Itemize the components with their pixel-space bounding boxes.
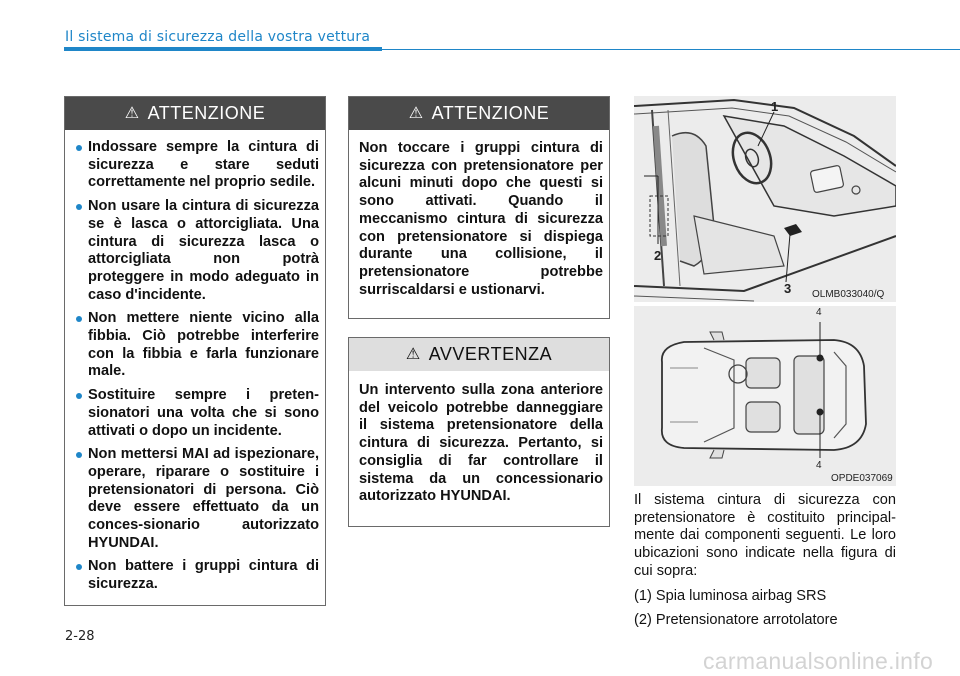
warning-box-middle-header — [349, 97, 609, 130]
warning-left-list — [75, 139, 319, 594]
body-item-2: (2) Pretensionatore arrotolatore — [634, 612, 838, 629]
figure-car-interior — [634, 96, 896, 302]
notice-box-middle — [348, 337, 610, 527]
notice-box-header — [349, 338, 609, 371]
callout-4-top: 4 — [816, 307, 822, 318]
warning-box-left-header — [65, 97, 325, 130]
list-item: Non usare la cintura di sicurezza se è lasca o attorcigliata. Una cintura di sicurezza lasca o attorcigliata non potrà proteggere in modo adeguato in caso d'incidente. — [75, 198, 319, 304]
list-item: Non mettere niente vicino alla fibbia. Ciò potrebbe interferire con la fibbia e farla funzionare male. — [75, 310, 319, 381]
page-number: 2-28 — [65, 629, 95, 644]
warning-triangle-icon: ⚠ — [124, 104, 140, 122]
notice-box-body: Un intervento sulla zona anteriore del veicolo potrebbe danneggiare il sistema pretensionatore della cintura di sicurezza. Pertanto, si consiglia di far controllare il sistema da un concessionario autorizzato HYUNDAI. — [359, 382, 603, 505]
callout-1: 1 — [771, 99, 779, 114]
figure-car-top-view — [634, 306, 896, 486]
warning-box-middle-body: Non toccare i gruppi cintura di sicurezza con pretensionatore per alcuni minuti dopo che questi si sono attivati. Quando il meccanismo cintura di sicurezza con pretensionatore si dispiega durante una collisione, il pretensionatore potrebbe surriscaldarsi e ustionarvi. — [359, 140, 603, 298]
body-item-1: (1) Spia luminosa airbag SRS — [634, 587, 827, 604]
list-item: Sostituire sempre i preten-sionatori una volta che si sono attivati o dopo un incidente. — [75, 387, 319, 440]
warning-box-middle-title: ATTENZIONE — [431, 103, 550, 123]
header-rule-thick — [64, 47, 382, 51]
watermark: carmanualsonline.info — [703, 648, 934, 674]
warning-triangle-outline-icon: ⚠ — [405, 345, 421, 363]
callout-3: 3 — [784, 281, 792, 296]
list-item: Indossare sempre la cintura di sicurezza e stare seduti correttamente nel proprio sedile. — [75, 139, 319, 192]
figure-code-top: OLMB033040/Q — [812, 289, 885, 300]
warning-box-left-title: ATTENZIONE — [147, 103, 266, 123]
warning-triangle-icon: ⚠ — [408, 104, 424, 122]
header-rule-thin — [382, 49, 960, 50]
list-item: Non mettersi MAI ad ispezionare, operare, riparare o sostituire i pretensionatori di persona. Ciò deve essere effettuato da un conces-sionario autorizzato HYUNDAI. — [75, 446, 319, 552]
car-interior-illustration — [634, 96, 896, 302]
notice-box-title: AVVERTENZA — [428, 344, 553, 364]
section-title: Il sistema di sicurezza della vostra vettura — [65, 29, 371, 45]
callout-2: 2 — [654, 248, 662, 263]
warning-box-middle — [348, 96, 610, 319]
callout-4-bottom: 4 — [816, 460, 822, 471]
warning-box-left — [64, 96, 326, 606]
figure-code-bottom: OPDE037069 — [831, 473, 893, 484]
list-item: Non battere i gruppi cintura di sicurezza. — [75, 558, 319, 593]
warning-box-left-body — [65, 130, 325, 608]
body-text — [634, 492, 896, 637]
body-paragraph: Il sistema cintura di sicurezza con pretensionatore è costituito principal-mente dai componenti seguenti. Le loro ubicazioni sono indicate nella figura di cui sopra: — [634, 492, 896, 579]
car-top-view-illustration — [634, 306, 896, 486]
